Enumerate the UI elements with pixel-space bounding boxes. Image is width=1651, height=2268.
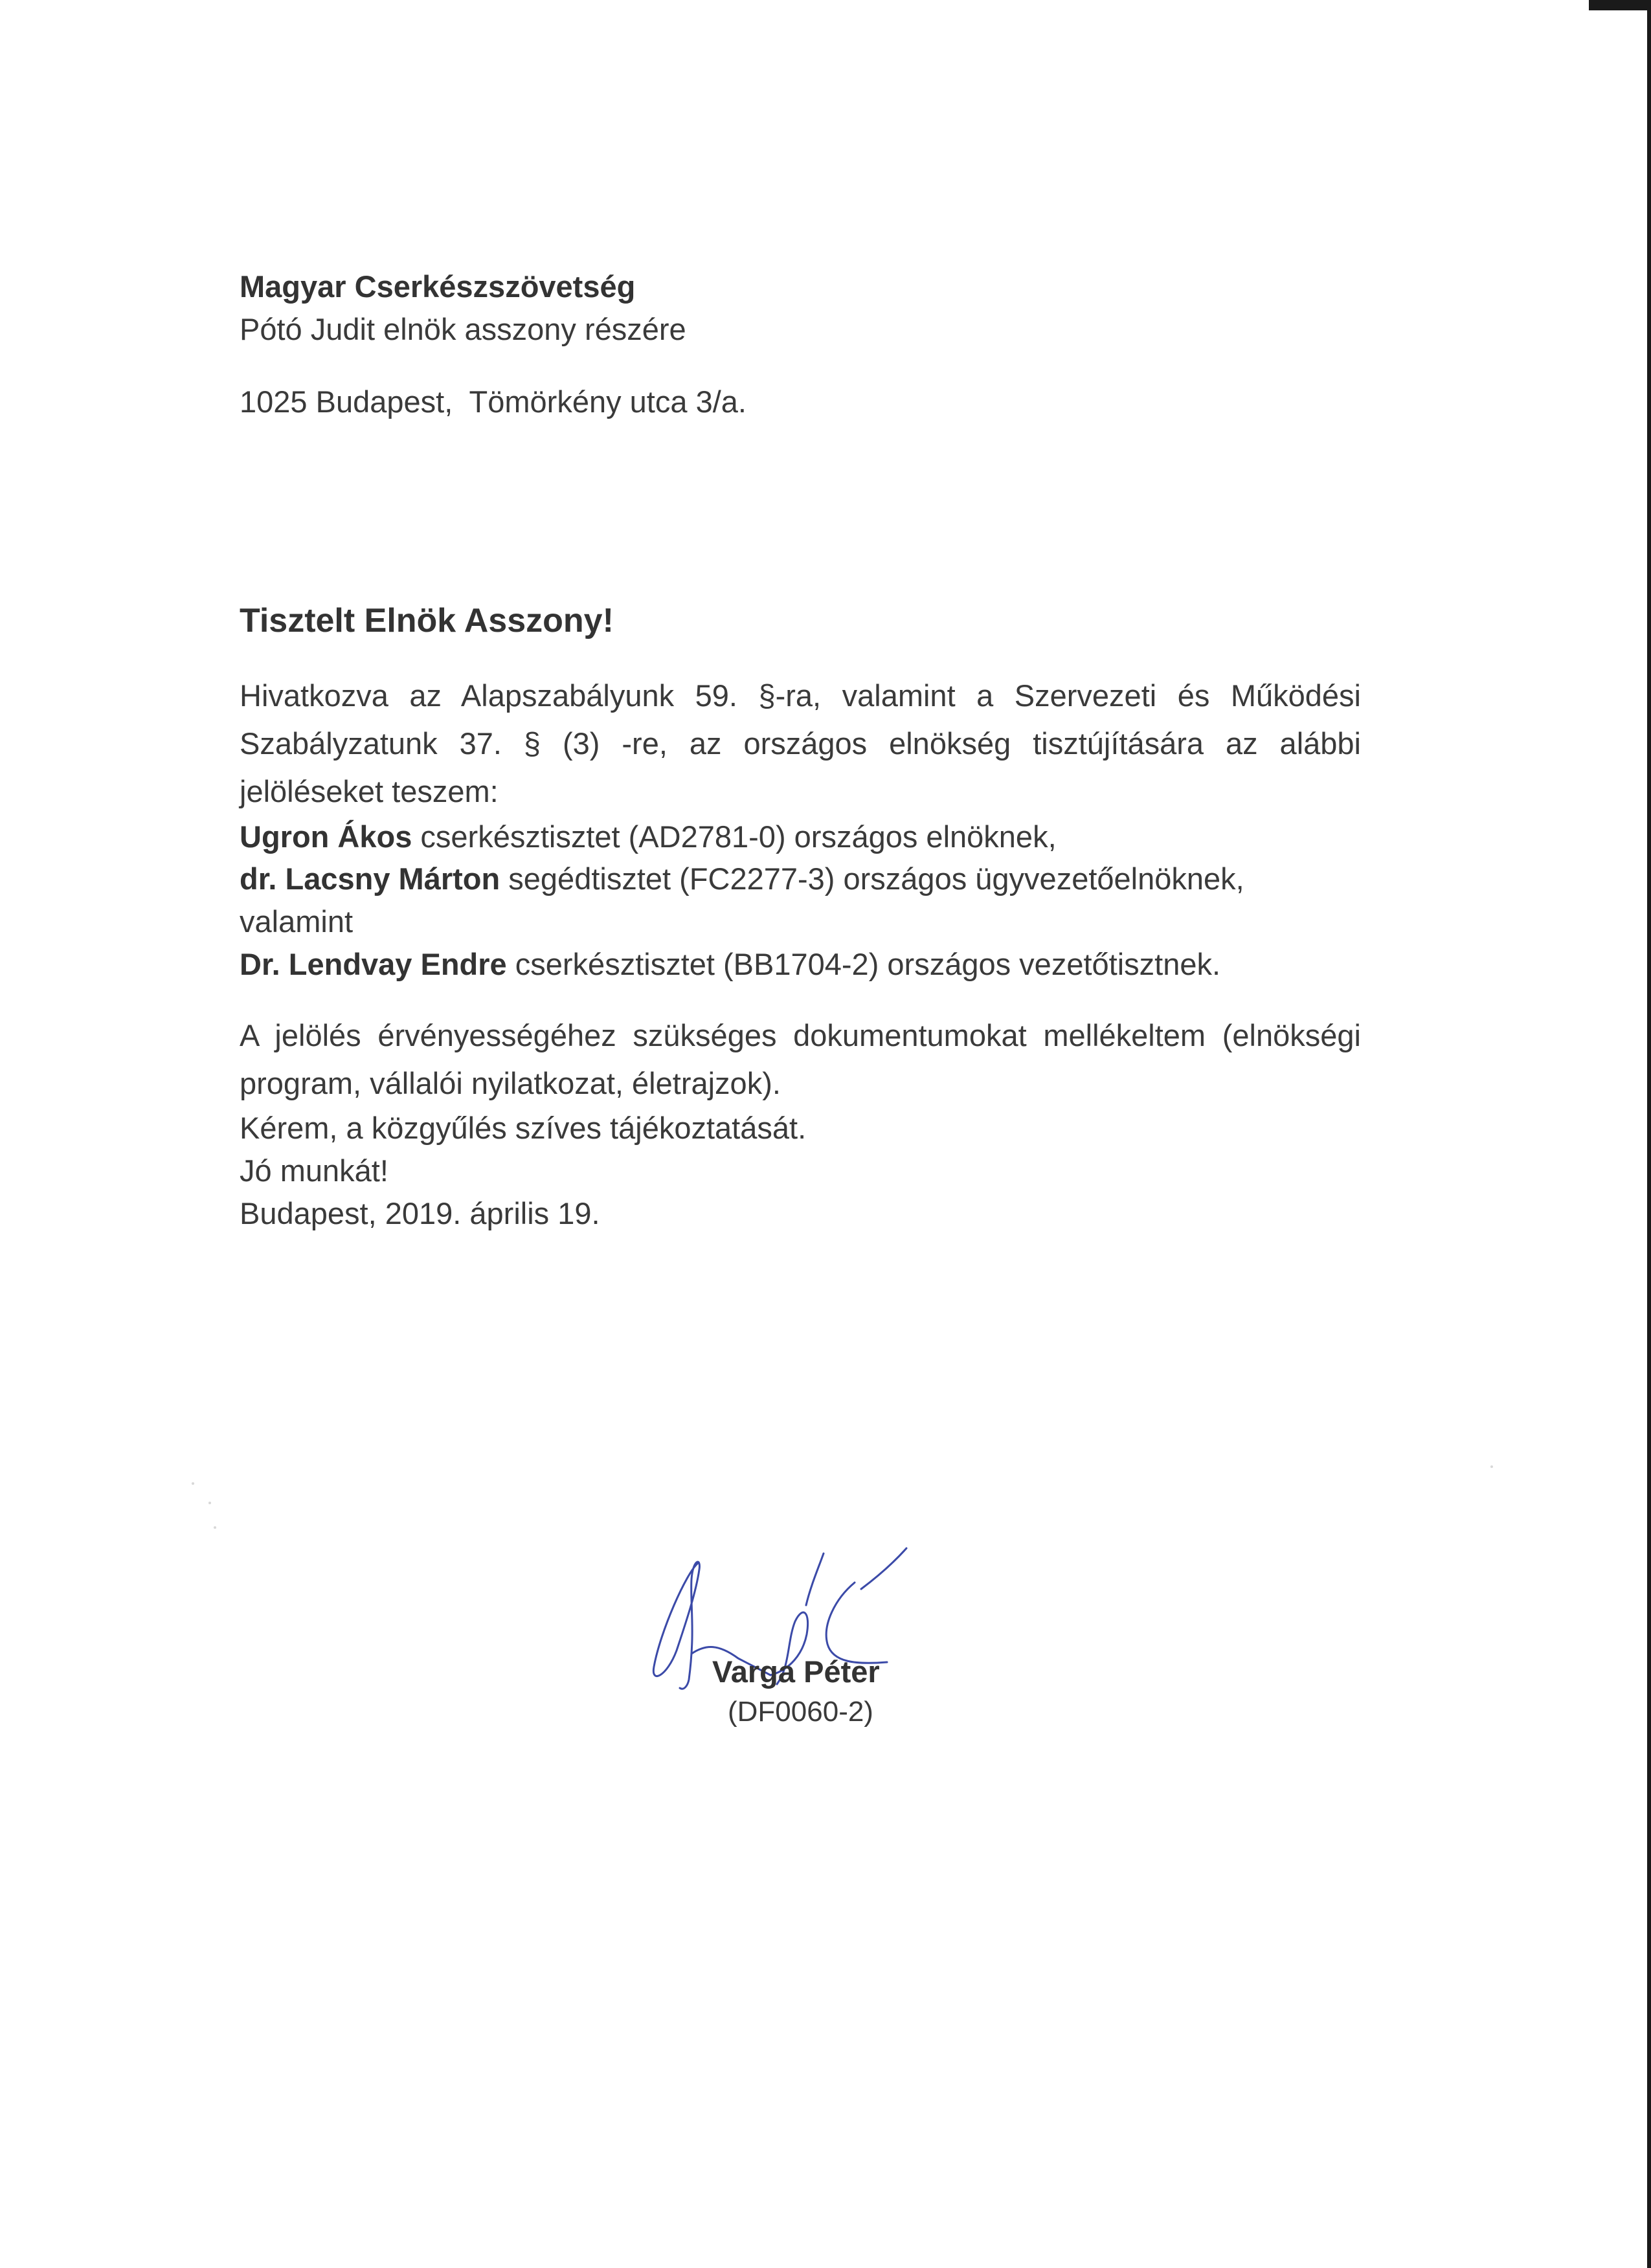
request-line: Kérem, a közgyűlés szíves tájékoztatását. [240,1111,807,1146]
salutation: Tisztelt Elnök Asszony! [240,602,614,640]
recipient-address: 1025 Budapest, Tömörkény utca 3/a. [240,384,747,419]
scan-speck [192,1482,194,1485]
nomination-text: cserkésztisztet (BB1704-2) országos vezetőtisztnek. [506,946,1221,981]
closing-line: Jó munkát! [240,1153,388,1188]
attachments-paragraph: A jelölés érvényességéhez szükséges dokumentumokat mellékeltem (elnökségi program, vállalói nyilatkozat, életrajzok). [240,1017,1361,1100]
nomination-text: segédtisztet (FC2277-3) országos ügyvezetőelnöknek, [500,862,1244,896]
signature-block [641,1515,965,1748]
connector-word: valamint [240,904,354,939]
signer-id: (DF0060-2) [728,1696,873,1728]
nomination-president [240,816,1361,858]
place-date: Budapest, 2019. április 19. [240,1195,600,1230]
scan-speck [208,1502,211,1504]
scan-edge [1647,0,1651,2268]
intro-paragraph: Hivatkozva az Alapszabályunk 59. §-ra, valamint a Szervezeti és Működési Szabályzatunk 37. § (3) -re, az országos elnökség tisztújítására az alábbi jelöléseket teszem: [240,678,1361,808]
nominee-name: Dr. Lendvay Endre [240,946,507,981]
scan-speck [1490,1465,1493,1468]
signer-name: Varga Péter [712,1654,880,1689]
nominee-name: Ugron Ákos [240,819,412,854]
letter-body [240,265,1361,1235]
scan-corner [1589,0,1651,10]
nominee-name: dr. Lacsny Márton [240,862,500,896]
nomination-text: cserkésztisztet (AD2781-0) országos elnöknek, [412,819,1057,854]
nomination-chief-officer [240,943,1361,986]
recipient-attention: Pótó Judit elnök asszony részére [240,311,686,346]
recipient-organization: Magyar Cserkészszövetség [240,269,636,304]
nomination-executive-president [240,858,1361,900]
scan-speck [214,1526,216,1529]
